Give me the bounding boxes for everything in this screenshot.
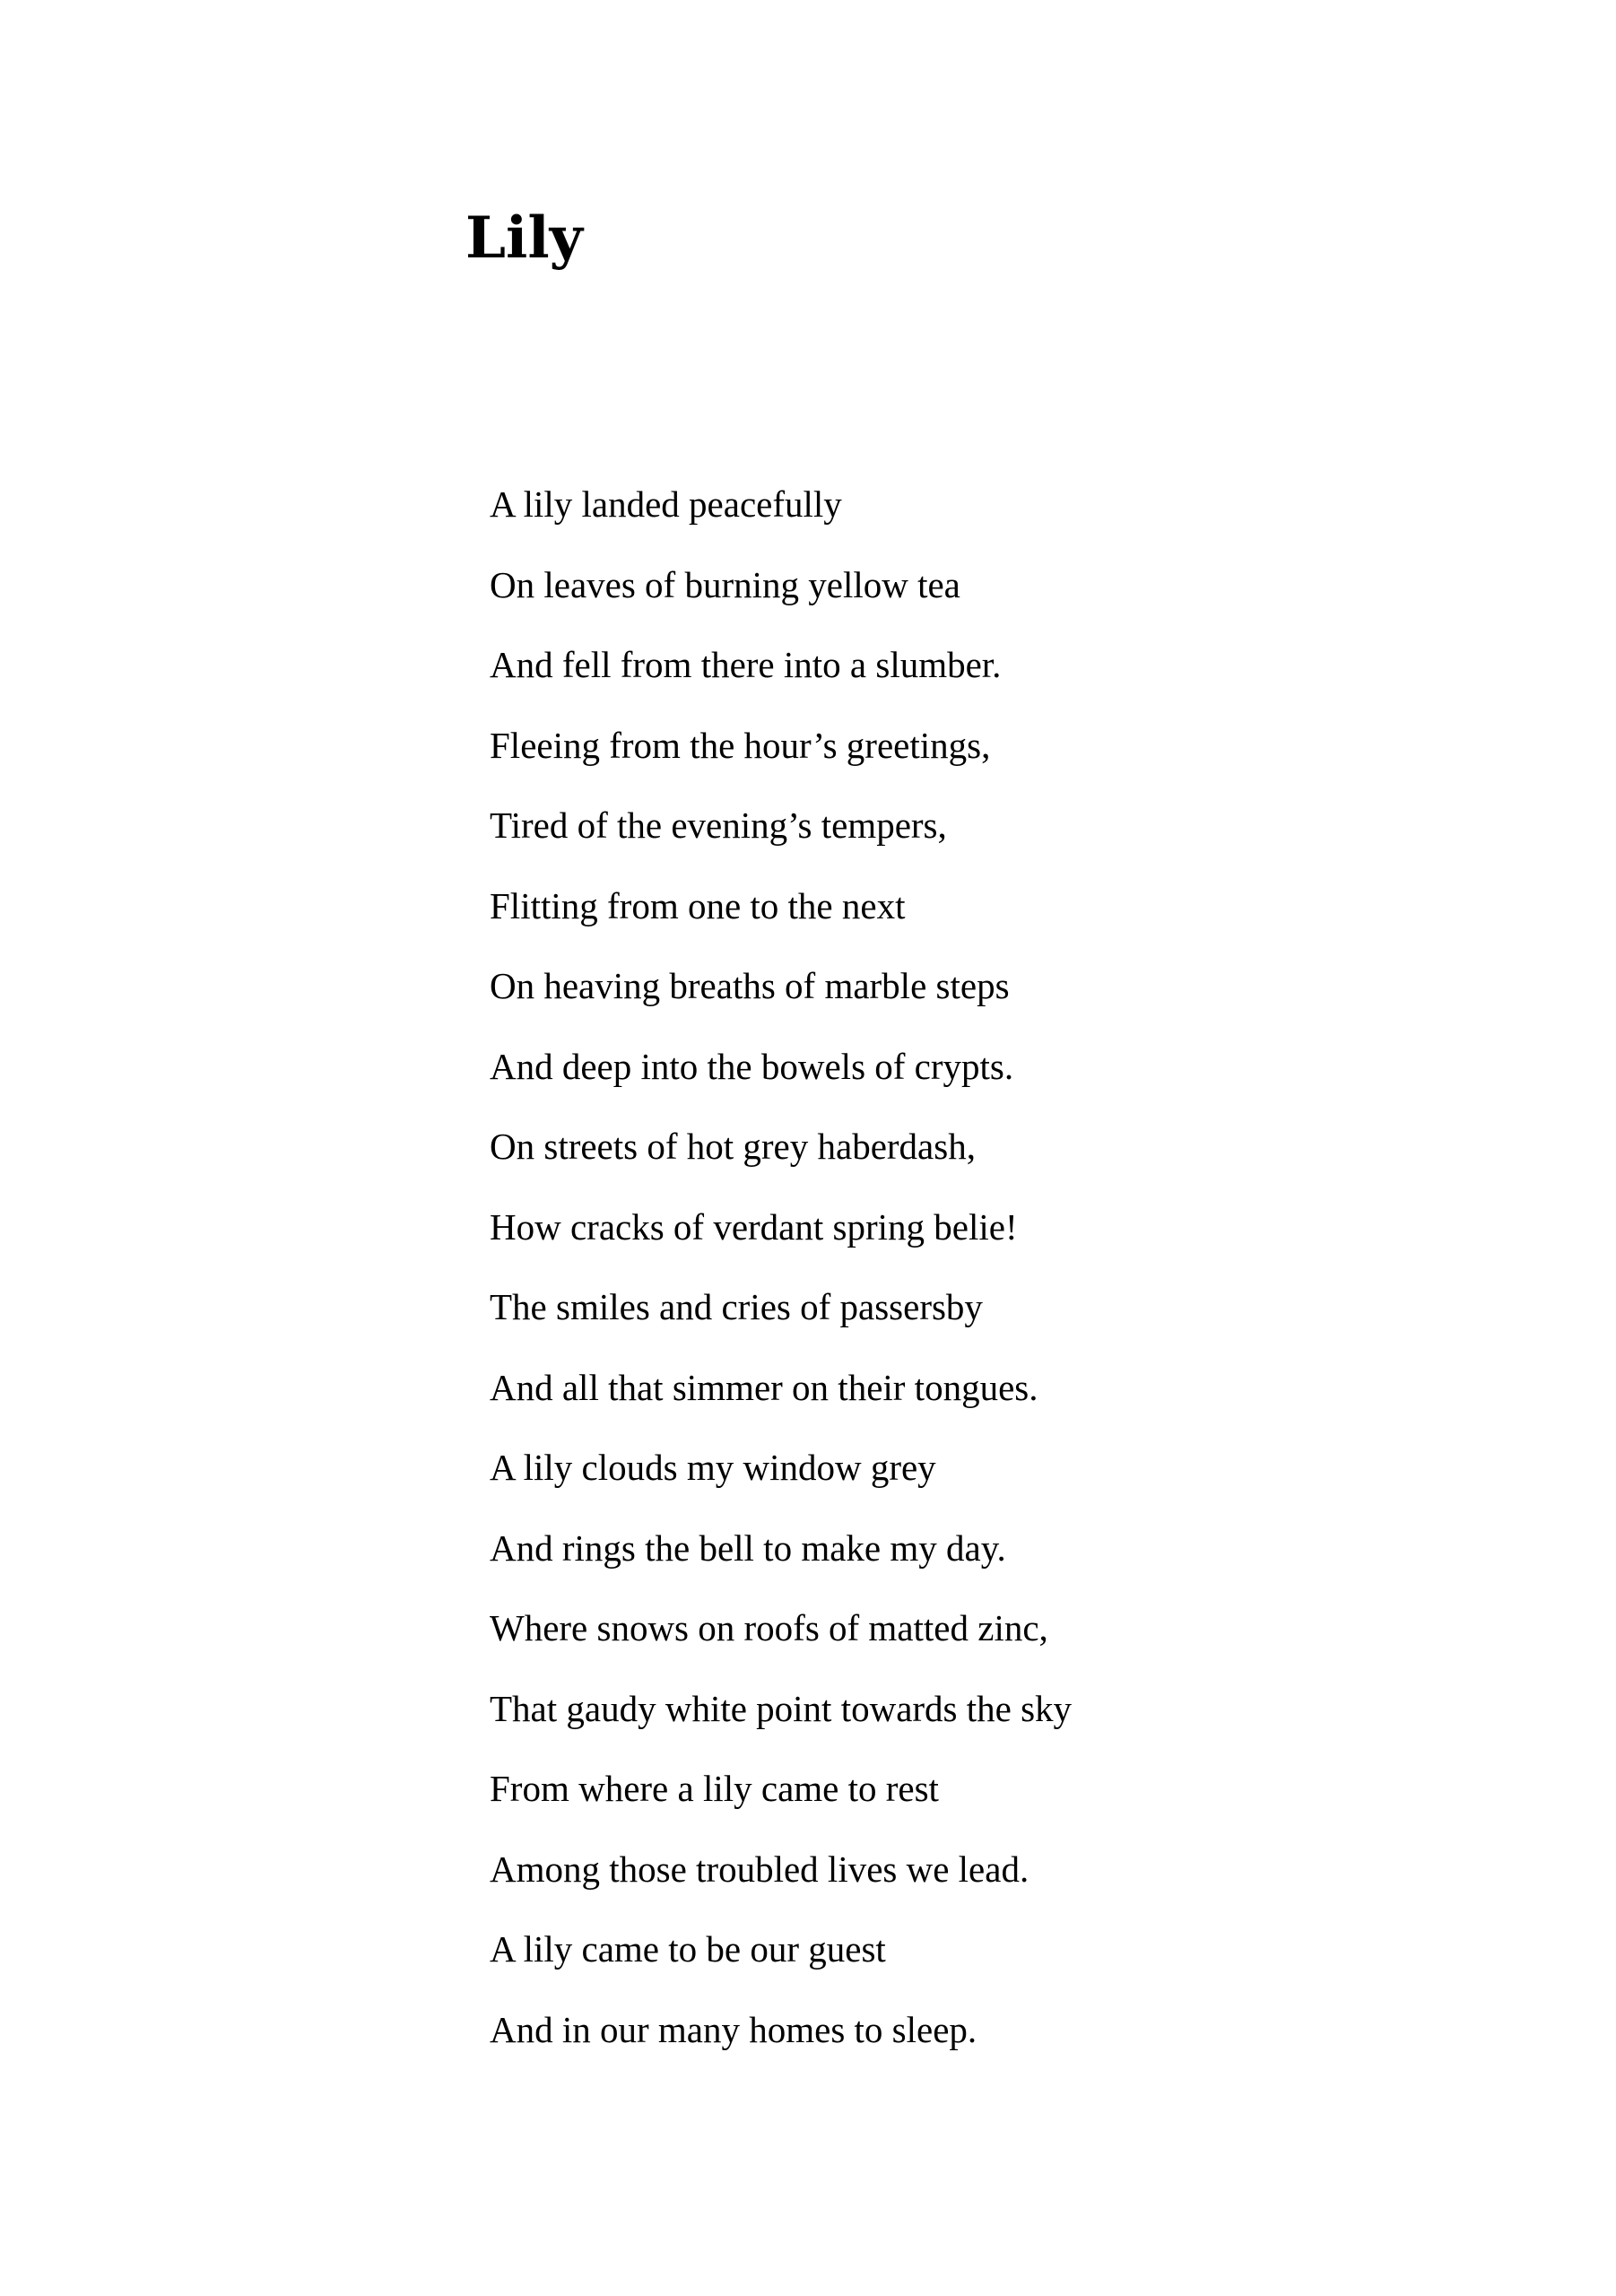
- poem-line: Flitting from one to the next: [490, 884, 906, 926]
- poem-line: How cracks of verdant spring belie!: [490, 1205, 1018, 1248]
- poem-line: And deep into the bowels of crypts.: [490, 1045, 1014, 1087]
- poem-line: From where a lily came to rest: [490, 1768, 939, 1809]
- poem-line: A lily clouds my window grey: [490, 1447, 936, 1488]
- poem-line: The smiles and cries of passersby: [490, 1286, 983, 1327]
- poem-line: And all that simmer on their tongues.: [490, 1366, 1038, 1408]
- poem-line: And rings the bell to make my day.: [490, 1526, 1006, 1569]
- poem-line: Tired of the evening’s tempers,: [490, 804, 947, 846]
- poem-line: On streets of hot grey haberdash,: [490, 1126, 976, 1167]
- poem-line: A lily came to be our guest: [490, 1928, 886, 1970]
- poem-line: Among those troubled lives we lead.: [490, 1848, 1030, 1890]
- poem-line: On leaves of burning yellow tea: [490, 563, 960, 605]
- poem-title: Lily: [465, 204, 583, 272]
- poem-line: And fell from there into a slumber.: [490, 644, 1002, 685]
- poem-line: Fleeing from the hour’s greetings,: [490, 724, 991, 766]
- poem-line: Where snows on roofs of matted zinc,: [490, 1607, 1048, 1648]
- poem-line: On heaving breaths of marble steps: [490, 965, 1010, 1006]
- poem-line: And in our many homes to sleep.: [490, 2008, 977, 2050]
- poem-line: That gaudy white point towards the sky: [490, 1687, 1073, 1729]
- poem-line: A lily landed peacefully: [490, 483, 842, 525]
- poem-body: [490, 465, 1072, 2070]
